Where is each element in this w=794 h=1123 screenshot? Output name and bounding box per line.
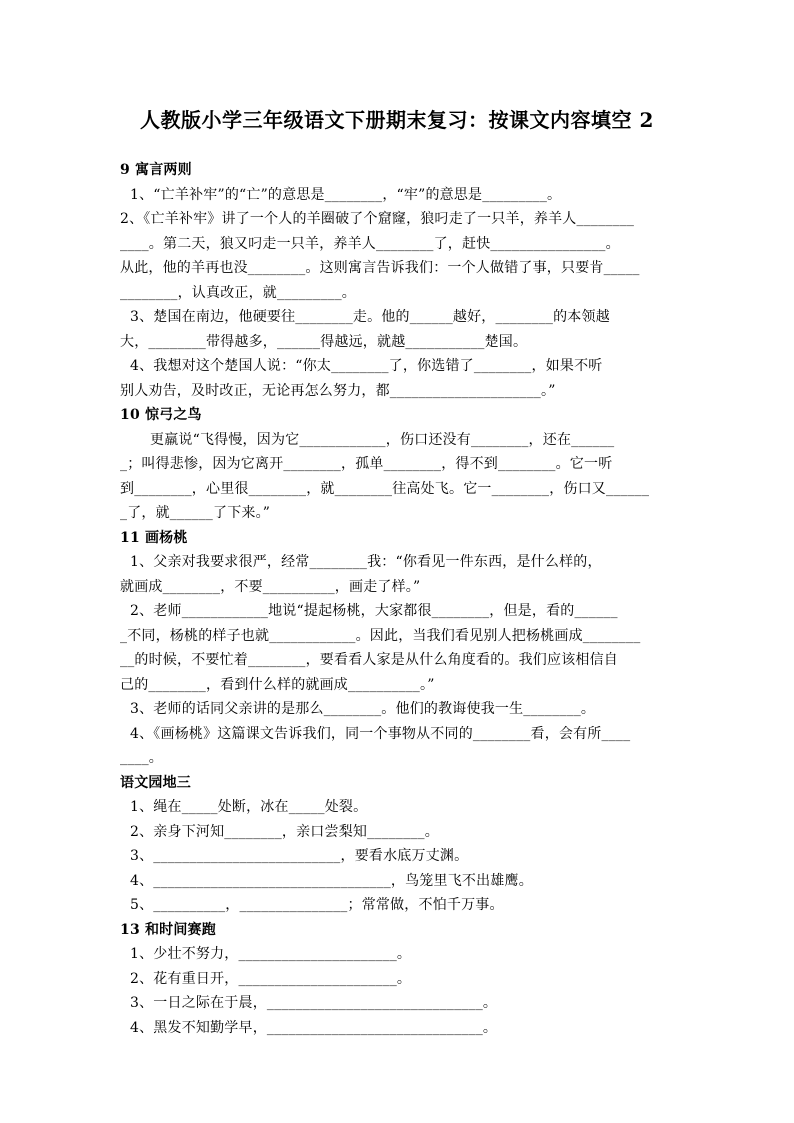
- exercise-line: 别人劝告，及时改正，无论再怎么努力，都_____________________。”: [120, 382, 556, 399]
- exercise-line: _了，就______了下来。”: [120, 505, 271, 521]
- exercise-line: 从此，他的羊再也没________。这则寓言告诉我们：一个人做错了事，只要肯_____: [120, 260, 640, 276]
- exercise-line: 3、一日之际在于晨，______________________________。: [130, 995, 498, 1011]
- exercise-line: 3、__________________________，要看水底万丈渊。: [130, 848, 469, 864]
- exercise-line: __的时候，不要忙着________，要看看人家是从什么角度看的。我们应该相信自: [120, 652, 618, 668]
- exercise-line: 2、《亡羊补牢》讲了一个人的羊圈破了个窟窿，狼叼走了一只羊，养羊人________: [120, 211, 635, 227]
- section-heading: 11 画杨桃: [120, 529, 188, 546]
- exercise-line: 更羸说“飞得慢，因为它____________，伤口还没有________，还在______: [150, 431, 615, 448]
- exercise-line: 1、少壮不努力，______________________。: [130, 946, 412, 962]
- exercise-line: 2、花有重日开，______________________。: [130, 970, 412, 987]
- page-title: 人教版小学三年级语文下册期末复习：按课文内容填空 2: [140, 108, 654, 132]
- exercise-line: 1、父亲对我要求很严，经常________我：“你看见一件东西，是什么样的，: [130, 554, 602, 570]
- exercise-line: ____。: [120, 750, 163, 766]
- exercise-line: 3、楚国在南边，他硬要往________走。他的______越好，________的本领越: [130, 309, 610, 325]
- exercise-line: 4、《画杨桃》这篇课文告诉我们，同一个事物从不同的________看，会有所____: [130, 725, 631, 742]
- exercise-line: 到________，心里很________，就________往高处飞。它一________，伤口又______: [120, 480, 650, 497]
- exercise-line: 2、老师____________地说“提起杨桃，大家都很________，但是，看的______: [130, 603, 618, 619]
- section-heading: 9 寓言两则: [120, 162, 192, 178]
- exercise-line: ________，认真改正，就_________。: [120, 284, 356, 301]
- section-heading: 13 和时间赛跑: [120, 921, 216, 938]
- exercise-line: 4、我想对这个楚国人说：“你太________了，你选错了________，如果不听: [130, 358, 603, 374]
- exercise-line: 就画成________，不要__________，画走了样。”: [120, 578, 421, 595]
- exercise-line: 己的________，看到什么样的就画成__________。”: [120, 676, 435, 693]
- exercise-line: 大，________带得越多，______得越远，就越___________楚国。: [120, 333, 528, 350]
- exercise-line: 5、__________，_______________；常常做，不怕千万事。: [130, 897, 504, 913]
- exercise-line: 4、黑发不知勤学早，______________________________。: [130, 1019, 498, 1036]
- exercise-line: 3、老师的话同父亲讲的是那么________。他们的教诲使我一生________。: [130, 701, 596, 717]
- section-heading: 语文园地三: [120, 774, 191, 791]
- exercise-line: 1、“亡羊补牢”的“亡”的意思是________，“牢”的意思是_________。: [130, 186, 562, 203]
- exercise-line: 2、亲身下河知________，亲口尝梨知________。: [130, 823, 439, 840]
- exercise-line: _不同，杨桃的样子也就____________。因此，当我们看见别人把杨桃画成________: [120, 627, 641, 644]
- exercise-line: 4、_________________________________，鸟笼里飞不出雄鹰。: [130, 872, 533, 889]
- section-heading: 10 惊弓之鸟: [120, 407, 202, 423]
- exercise-line: 1、绳在_____处断，冰在_____处裂。: [130, 799, 368, 815]
- worksheet-content: [120, 158, 680, 1040]
- exercise-line: ____。第二天，狼又叼走一只羊，养羊人________了，赶快________________。: [120, 235, 620, 252]
- exercise-line: _；叫得悲惨，因为它离开________，孤单________，得不到________。它一听: [120, 456, 613, 472]
